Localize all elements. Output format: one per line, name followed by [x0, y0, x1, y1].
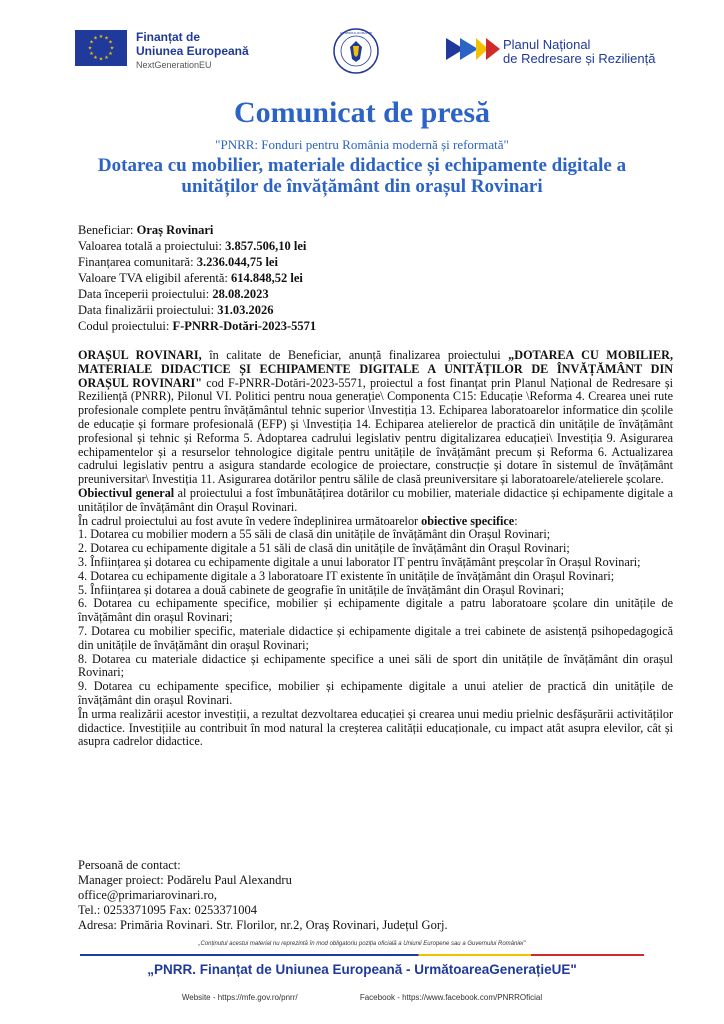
detail-row: Beneficiar: Oraș Rovinari [78, 223, 214, 237]
list-item: 7. Dotarea cu mobilier specific, materiale didactice și echipamente digitale a trei cabinete de asistență psihopedagogică din unitățile de învățământ din orașul Rovinari; [78, 623, 673, 652]
facebook-link[interactable]: Facebook - https://www.facebook.com/PNRROficial [359, 993, 543, 1002]
footer-disclaimer: „Conținutul acestui material nu reprezintă în mod obligatoriu poziția oficială a Uniunii Europene sau a Guvernului României" [198, 941, 526, 947]
pnrr-logo-line1: Planul Național [503, 37, 591, 52]
contact-heading: Persoană de contact: [78, 858, 181, 872]
project-title: Dotarea cu mobilier, materiale didactice și echipamente digitale a unităților de învățământ din orașul Rovinari [97, 155, 627, 197]
svg-text:★: ★ [104, 35, 109, 42]
pnrr-logo-line2: de Redresare și Reziliență [503, 51, 656, 66]
svg-text:★: ★ [104, 55, 109, 61]
contact-manager: Manager proiect: Podărelu Paul Alexandru [78, 873, 292, 887]
list-item: 6. Dotarea cu echipamente specifice, mobilier și echipamente digitale a patru laboratoare școlare din unitățile de învățământ din orașul Rovinari; [78, 596, 673, 625]
intro-paragraph: ORAȘUL ROVINARI, în calitate de Beneficiar, anunță finalizarea proiectului „DOTAREA CU MOBILIER, MATERIALE DIDACTICE ȘI ECHIPAMENTE DIGITALE A UNITĂȚILOR DE ÎNVĂȚĂMÂNT DIN ORAȘUL ROVINARI" cod F-PNRR-Dotări-2023-5571, proiectul a fost finanțat prin Planul Național de Redresare și Reziliență (PNRR), Pilonul VI. Politici pentru noua generație\ Componenta C15: Educație \Reforma 4. Crearea unei rute profesionale complete pentru învățământul tehnic superior \Investiția 13. Echiparea laboratoarelor informatice din școlile de educație și formare profesională (EFP) și \Investiția 14. Echiparea atelierelor de practică din unitățile de învățământ profesional și tehnic și Reforma 5. Adoptarea cadrului legislativ pentru digitalizarea educației\ Investiția 9. Asigurarea echipamentelor și a resurselor tehnologice digitale pentru unitățile de învățământ precum și Reforma 6. Actualizarea cadrului legislativ pentru a asigura standarde ecologice de proiectare, construcție și dotare în sistemul de învățământ preuniversitar\ Investiția 11. Asigurarea dotărilor pentru sălile de clasă preuniversitare și laboratoarele/atelierele școlare. [78, 348, 674, 487]
general-objective: Obiectivul general al proiectului a fost îmbunătățirea dotărilor cu mobilier, materiale didactice și echipamente digitale a unităților de învățământ din Orașul Rovinari. [78, 485, 674, 514]
eu-flag-logo [75, 30, 127, 66]
list-item: 4. Dotarea cu echipamente digitale a 3 laboratoare IT existente în unitățile de învățământ din Orașul Rovinari; [78, 568, 615, 583]
svg-text:★: ★ [93, 35, 98, 42]
svg-text:★: ★ [98, 34, 104, 40]
svg-text:★: ★ [89, 51, 94, 57]
press-release-body [78, 349, 673, 749]
contact-phone: Tel.: 0253371095 Fax: 0253371004 [78, 903, 257, 917]
website-link[interactable]: Website - https://mfe.gov.ro/pnrr/ [181, 993, 298, 1002]
contact-email[interactable]: office@primariarovinari.ro, [78, 888, 218, 902]
svg-text:★: ★ [93, 55, 98, 61]
list-item: 1. Dotarea cu mobilier modern a 55 săli de clasă din unitățile de învățământ din Orașul Rovinari; [78, 527, 551, 542]
detail-row: Valoarea totală a proiectului: 3.857.506,10 lei [78, 239, 307, 253]
pnrr-logo-text [503, 38, 655, 66]
list-item: 3. Înființarea și dotarea cu echipamente digitale a unui laborator IT pentru învățământ preșcolar în Orașul Rovinari; [78, 554, 641, 569]
project-details [78, 222, 316, 334]
specific-objectives-intro: În cadrul proiectului au fost avute în vedere îndeplinirea următoarelor obiective specifice: [78, 513, 518, 528]
contact-block [78, 858, 448, 933]
list-item: 8. Dotarea cu materiale didactice și echipamente specifice a unei săli de sport din unitățile de învățământ din orașul Rovinari; [78, 651, 673, 680]
pnrr-logo-icon [446, 36, 502, 62]
eu-logo-line2: Uniunea Europeană [136, 44, 249, 58]
detail-row: Finanțarea comunitară: 3.236.044,75 lei [78, 255, 278, 269]
svg-text:★: ★ [89, 39, 94, 46]
government-seal-icon [332, 27, 380, 75]
eu-logo-text [136, 30, 249, 72]
list-item: 5. Înființarea și dotarea a două cabinete de geografie în unitățile de învățământ din Orașul Rovinari; [78, 582, 564, 597]
eu-logo-line3: NextGenerationEU [136, 60, 212, 70]
eu-logo-line1: Finanțat de [136, 30, 201, 44]
svg-text:★: ★ [108, 39, 113, 46]
eu-stars-icon [75, 30, 127, 66]
objectives-list [78, 528, 673, 707]
svg-text:★: ★ [109, 45, 115, 52]
svg-text:★: ★ [98, 56, 104, 63]
detail-row: Codul proiectului: F-PNRR-Dotări-2023-5571 [78, 319, 317, 333]
page-title: Comunicat de presă [233, 96, 491, 129]
detail-row: Valoare TVA eligibil aferentă: 614.848,52 lei [78, 271, 303, 285]
footer-divider [80, 954, 644, 956]
list-item: 9. Dotarea cu echipamente specifice, mobilier și echipamente digitale a unui atelier de practică din unitățile de învățământ din orașul Rovinari. [78, 679, 673, 707]
footer-slogan: „PNRR. Finanțat de Uniunea Europeană - UrmătoareaGenerațieUE" [147, 962, 577, 977]
conclusion-paragraph: În urma realizării acestor investiții, a rezultat dezvoltarea educației și crearea unui mediu prielnic desfășurării activităților didactice. Investițiile au contribuit în mod natural la creșterea calității educaționale, cu impact atât asupra elevilor, cât și asupra cadrelor didactice. [78, 706, 673, 749]
svg-text:★: ★ [87, 45, 93, 52]
detail-row: Data finalizării proiectului: 31.03.2026 [78, 303, 274, 317]
footer-links [0, 993, 724, 1002]
svg-text:★: ★ [108, 51, 113, 57]
page-subtitle: "PNRR: Fonduri pentru România modernă și reformată" [215, 137, 509, 152]
list-item: 2. Dotarea cu echipamente digitale a 51 săli de clasă din unitățile de învățământ din Orașul Rovinari; [78, 541, 570, 556]
gov-seal-text: GUVERNUL ROMÂNIEI [339, 31, 373, 35]
detail-row: Data începerii proiectului: 28.08.2023 [78, 287, 269, 301]
contact-address: Adresa: Primăria Rovinari. Str. Florilor, nr.2, Oraș Rovinari, Județul Gorj. [78, 918, 448, 932]
